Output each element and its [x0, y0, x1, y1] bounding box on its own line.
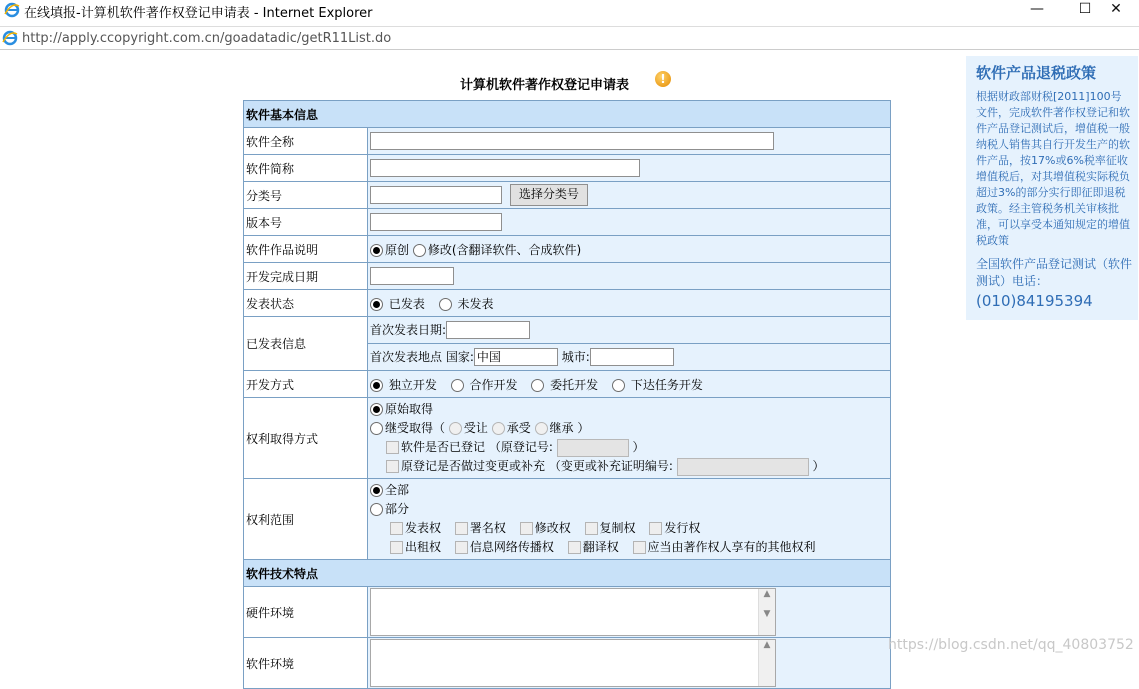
tax-policy-panel: [966, 56, 1138, 320]
city-input[interactable]: [590, 348, 674, 366]
acq-original-label: 原始取得: [385, 402, 434, 416]
city-label: 城市:: [561, 349, 590, 364]
published-radio[interactable]: [370, 298, 383, 311]
ie-icon: [4, 2, 20, 18]
right-label: 信息网络传播权: [469, 540, 554, 554]
right-label: 复制权: [599, 521, 636, 535]
original-reg-number-input[interactable]: [557, 439, 629, 457]
first-place-label: 首次发表地点 国家:: [370, 349, 474, 364]
close-button[interactable]: ✕: [1110, 1, 1122, 17]
work-modified-radio[interactable]: [413, 244, 426, 257]
country-input[interactable]: 中国: [474, 348, 558, 366]
unpublished-label: 未发表: [457, 296, 494, 311]
right-signature-checkbox[interactable]: [455, 522, 468, 535]
scrollbar[interactable]: ▲ ▼: [758, 589, 775, 635]
scrollbar[interactable]: ▲: [758, 640, 775, 686]
tax-policy-body: 根据财政部财税[2011]100号文件，完成软件著作权登记和软件产品登记测试后，增值税一般纳税人销售其自行开发生产的软件产品，按17%或6%税率征收增值税后，对其增值税实际税负超过3%的部分实行即征即退税政策。经主管税务机关审核批准，可以享受本通知规定的增值税政策: [976, 90, 1130, 247]
dev-independent-radio[interactable]: [370, 379, 383, 392]
acq-inherit-radio[interactable]: [535, 422, 548, 435]
dev-commissioned-radio[interactable]: [531, 379, 544, 392]
scope-part-label: 部分: [385, 502, 410, 516]
version-input[interactable]: [370, 213, 502, 231]
section-basic-info: 软件基本信息: [244, 101, 891, 128]
acq-original-radio[interactable]: [370, 403, 383, 416]
rights-acq-label: 权利取得方式: [244, 398, 368, 479]
dev-assigned-radio[interactable]: [612, 379, 625, 392]
acq-accept-label: 承受: [506, 421, 531, 435]
version-label: 版本号: [244, 209, 368, 236]
publish-status-label: 发表状态: [244, 290, 368, 317]
software-label: 软件环境: [244, 638, 368, 689]
select-category-button[interactable]: 选择分类号: [510, 184, 588, 206]
window-title: 在线填报-计算机软件著作权登记申请表 - Internet Explorer: [24, 6, 373, 21]
right-distribute-checkbox[interactable]: [649, 522, 662, 535]
address-url[interactable]: http://apply.ccopyright.com.cn/goadatadic/getR11List.do: [22, 31, 392, 46]
right-other-checkbox[interactable]: [633, 541, 646, 554]
full-name-input[interactable]: [370, 132, 774, 150]
right-translate-checkbox[interactable]: [568, 541, 581, 554]
right-label: 出租权: [405, 540, 442, 554]
full-name-label: 软件全称: [244, 128, 368, 155]
registered-close: ）: [632, 440, 645, 454]
scope-part-radio[interactable]: [370, 503, 383, 516]
watermark: https://blog.csdn.net/qq_40803752: [888, 637, 1134, 653]
scope-all-radio[interactable]: [370, 484, 383, 497]
rights-scope-label: 权利范围: [244, 479, 368, 560]
section-tech-features: 软件技术特点: [244, 560, 891, 587]
title-bar: [0, 0, 1139, 22]
published-info-label: 已发表信息: [244, 317, 368, 371]
unpublished-radio[interactable]: [439, 298, 452, 311]
software-textarea[interactable]: [370, 639, 776, 687]
contact-label: 全国软件产品登记测试（软件测试）电话：: [976, 257, 1133, 288]
right-label: 修改权: [534, 521, 571, 535]
right-label: 应当由著作权人享有的其他权利: [647, 540, 816, 554]
acq-inherit-label: 继承: [549, 421, 574, 435]
dev-assigned-label: 下达任务开发: [630, 377, 703, 392]
dev-method-label: 开发方式: [244, 371, 368, 398]
acq-derived-radio[interactable]: [370, 422, 383, 435]
work-original-label: 原创: [385, 242, 410, 257]
dev-independent-label: 独立开发: [388, 377, 437, 392]
application-form: [243, 100, 891, 689]
work-modified-label: 修改(含翻译软件、合成软件): [427, 242, 582, 257]
form-title: 计算机软件著作权登记申请表: [460, 78, 630, 93]
right-label: 发表权: [405, 521, 442, 535]
complete-date-input[interactable]: [370, 267, 454, 285]
right-modify-checkbox[interactable]: [520, 522, 533, 535]
right-copy-checkbox[interactable]: [585, 522, 598, 535]
changed-label: 原登记是否做过变更或补充 （变更或补充证明编号:: [401, 459, 673, 473]
right-label: 翻译权: [582, 540, 619, 554]
hardware-textarea[interactable]: [370, 588, 776, 636]
contact-phone: (010)84195394: [976, 292, 1093, 310]
page-icon: [2, 30, 18, 46]
scope-all-label: 全部: [385, 483, 410, 497]
registered-label: 软件是否已登记 （原登记号:: [401, 440, 553, 454]
hardware-label: 硬件环境: [244, 587, 368, 638]
changed-checkbox[interactable]: [386, 460, 399, 473]
address-bar[interactable]: [0, 26, 1139, 50]
category-label: 分类号: [244, 182, 368, 209]
registered-checkbox[interactable]: [386, 441, 399, 454]
first-date-label: 首次发表日期:: [370, 322, 447, 337]
acq-derived-label: 继受取得（: [385, 421, 446, 435]
complete-date-label: 开发完成日期: [244, 263, 368, 290]
short-name-input[interactable]: [370, 159, 640, 177]
acq-accept-radio[interactable]: [492, 422, 505, 435]
work-original-radio[interactable]: [370, 244, 383, 257]
right-publish-checkbox[interactable]: [390, 522, 403, 535]
right-network-checkbox[interactable]: [455, 541, 468, 554]
tax-policy-heading: 软件产品退税政策: [976, 64, 1097, 82]
right-rent-checkbox[interactable]: [390, 541, 403, 554]
change-cert-number-input[interactable]: [677, 458, 809, 476]
work-desc-label: 软件作品说明: [244, 236, 368, 263]
dev-commissioned-label: 委托开发: [550, 377, 599, 392]
warning-icon[interactable]: !: [655, 71, 671, 87]
category-input[interactable]: [370, 186, 502, 204]
right-label: 发行权: [664, 521, 701, 535]
first-date-input[interactable]: [446, 321, 530, 339]
changed-close: ）: [812, 459, 825, 473]
right-label: 署名权: [469, 521, 506, 535]
maximize-button[interactable]: ☐: [1078, 1, 1092, 17]
minimize-button[interactable]: —: [1030, 1, 1044, 17]
short-name-label: 软件简称: [244, 155, 368, 182]
acq-transfer-radio[interactable]: [449, 422, 462, 435]
acq-close: ）: [577, 421, 590, 435]
dev-cooperative-radio[interactable]: [451, 379, 464, 392]
published-label: 已发表: [388, 296, 425, 311]
dev-cooperative-label: 合作开发: [469, 377, 518, 392]
acq-transfer-label: 受让: [463, 421, 488, 435]
